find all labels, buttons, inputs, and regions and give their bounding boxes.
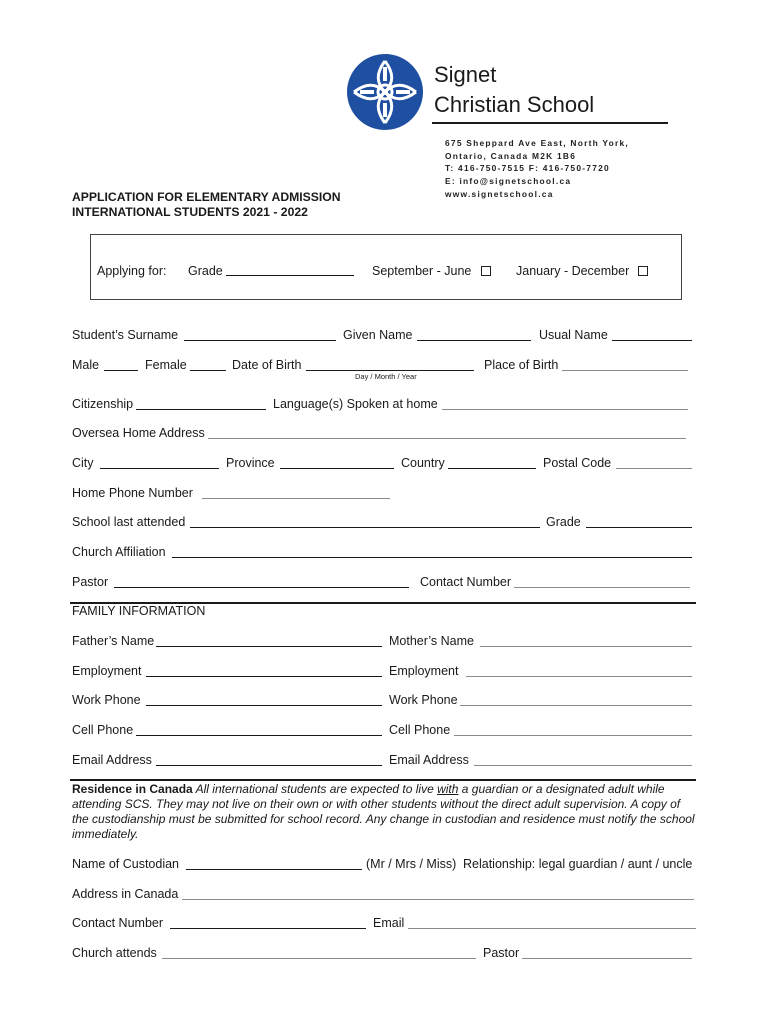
father-employment-label: Employment bbox=[72, 664, 142, 678]
phone-fax-line: T: 416-750-7515 F: 416-750-7720 bbox=[445, 163, 610, 173]
contact-number-label: Contact Number bbox=[420, 575, 512, 589]
applying-grade-label: Grade bbox=[188, 264, 223, 278]
custodian-title-options: (Mr / Mrs / Miss) bbox=[366, 857, 457, 871]
family-heading: FAMILY INFORMATION bbox=[72, 604, 206, 618]
surname-label: Student’s Surname bbox=[72, 328, 179, 342]
father-work-phone-label: Work Phone bbox=[72, 693, 141, 707]
custodian-pastor-field[interactable] bbox=[522, 958, 692, 959]
custodian-name-field[interactable] bbox=[186, 869, 362, 870]
dob-hint: Day / Month / Year bbox=[355, 372, 417, 381]
province-field[interactable] bbox=[280, 468, 394, 469]
given-name-field[interactable] bbox=[417, 340, 531, 341]
mother-name-label: Mother’s Name bbox=[389, 634, 474, 648]
mother-name-field[interactable] bbox=[480, 646, 692, 647]
website-line: www.signetschool.ca bbox=[445, 189, 554, 199]
school-last-attended-label: School last attended bbox=[72, 515, 186, 529]
september-june-checkbox[interactable] bbox=[481, 266, 491, 276]
citizenship-field[interactable] bbox=[136, 409, 266, 410]
citizenship-label: Citizenship bbox=[72, 397, 134, 411]
pastor-label: Pastor bbox=[72, 575, 109, 589]
given-name-label: Given Name bbox=[343, 328, 413, 342]
church-affiliation-label: Church Affiliation bbox=[72, 545, 166, 559]
home-phone-label: Home Phone Number bbox=[72, 486, 193, 500]
residence-section-rule bbox=[70, 779, 696, 781]
pob-field[interactable] bbox=[562, 370, 688, 371]
church-attends-label: Church attends bbox=[72, 946, 157, 960]
logo-underline bbox=[432, 122, 668, 124]
contact-number-field[interactable] bbox=[514, 587, 690, 588]
dob-field[interactable] bbox=[306, 370, 474, 371]
address-line-1: 675 Sheppard Ave East, North York, bbox=[445, 138, 629, 148]
residence-heading: Residence in Canada bbox=[72, 782, 193, 796]
mother-employment-field[interactable] bbox=[466, 676, 692, 677]
mother-cell-phone-label: Cell Phone bbox=[389, 723, 451, 737]
postal-code-field[interactable] bbox=[616, 468, 692, 469]
last-grade-field[interactable] bbox=[586, 527, 692, 528]
custodian-email-field[interactable] bbox=[408, 928, 696, 929]
mother-email-field[interactable] bbox=[474, 765, 692, 766]
form-title-line1: APPLICATION FOR ELEMENTARY ADMISSION bbox=[72, 190, 341, 204]
custodian-pastor-label: Pastor bbox=[483, 946, 520, 960]
applying-grade-field[interactable] bbox=[226, 275, 354, 276]
church-attends-field[interactable] bbox=[162, 958, 476, 959]
mother-employment-label: Employment bbox=[389, 664, 459, 678]
male-field[interactable] bbox=[104, 370, 138, 371]
surname-field[interactable] bbox=[184, 340, 336, 341]
applying-for-label: Applying for: bbox=[97, 264, 167, 278]
pob-label: Place of Birth bbox=[484, 358, 559, 372]
email-line: E: info@signetschool.ca bbox=[445, 176, 572, 186]
school-name-line1: Signet bbox=[434, 62, 497, 87]
church-affiliation-field[interactable] bbox=[172, 557, 692, 558]
pastor-field[interactable] bbox=[114, 587, 409, 588]
residence-paragraph bbox=[72, 782, 698, 842]
city-label: City bbox=[72, 456, 94, 470]
father-name-field[interactable] bbox=[156, 646, 382, 647]
september-june-label: September - June bbox=[372, 264, 472, 278]
father-name-label: Father’s Name bbox=[72, 634, 155, 648]
residence-text-b: a guardian or a designated adult while attending SCS. They may not live on their own or with other students without the direct adult supervision. A copy of the custodianship must be submitted for school record. Any change in custodian and residence must notify the school immediately. bbox=[72, 782, 695, 841]
cross-in-circle-logo-icon bbox=[346, 53, 424, 131]
home-phone-field[interactable] bbox=[202, 498, 390, 499]
oversea-address-field[interactable] bbox=[208, 438, 686, 439]
custodian-email-label: Email bbox=[373, 916, 405, 930]
usual-name-field[interactable] bbox=[612, 340, 692, 341]
january-december-label: January - December bbox=[516, 264, 630, 278]
city-field[interactable] bbox=[100, 468, 219, 469]
address-in-canada-field[interactable] bbox=[182, 899, 694, 900]
postal-code-label: Postal Code bbox=[543, 456, 612, 470]
custodian-name-label: Name of Custodian bbox=[72, 857, 180, 871]
school-last-attended-field[interactable] bbox=[190, 527, 540, 528]
residence-with: with bbox=[437, 782, 459, 796]
country-field[interactable] bbox=[448, 468, 536, 469]
female-field[interactable] bbox=[190, 370, 226, 371]
address-in-canada-label: Address in Canada bbox=[72, 887, 179, 901]
female-label: Female bbox=[145, 358, 187, 372]
languages-field[interactable] bbox=[442, 409, 688, 410]
usual-name-label: Usual Name bbox=[539, 328, 608, 342]
mother-cell-phone-field[interactable] bbox=[454, 735, 692, 736]
last-grade-label: Grade bbox=[546, 515, 581, 529]
dob-label: Date of Birth bbox=[232, 358, 302, 372]
father-cell-phone-field[interactable] bbox=[136, 735, 382, 736]
father-work-phone-field[interactable] bbox=[146, 705, 382, 706]
languages-label: Language(s) Spoken at home bbox=[273, 397, 438, 411]
school-name-line2: Christian School bbox=[434, 92, 595, 117]
province-label: Province bbox=[226, 456, 275, 470]
father-cell-phone-label: Cell Phone bbox=[72, 723, 134, 737]
father-email-label: Email Address bbox=[72, 753, 152, 767]
relationship-label: Relationship: legal guardian / aunt / uncle bbox=[463, 857, 693, 871]
form-title-line2: INTERNATIONAL STUDENTS 2021 - 2022 bbox=[72, 205, 308, 219]
father-email-field[interactable] bbox=[156, 765, 382, 766]
mother-email-label: Email Address bbox=[389, 753, 469, 767]
school-logo bbox=[346, 53, 424, 131]
custodian-contact-field[interactable] bbox=[170, 928, 366, 929]
father-employment-field[interactable] bbox=[146, 676, 382, 677]
oversea-address-label: Oversea Home Address bbox=[72, 426, 205, 440]
custodian-contact-label: Contact Number bbox=[72, 916, 164, 930]
january-december-checkbox[interactable] bbox=[638, 266, 648, 276]
country-label: Country bbox=[401, 456, 445, 470]
male-label: Male bbox=[72, 358, 100, 372]
address-line-2: Ontario, Canada M2K 1B6 bbox=[445, 151, 577, 161]
mother-work-phone-label: Work Phone bbox=[389, 693, 458, 707]
mother-work-phone-field[interactable] bbox=[460, 705, 692, 706]
residence-text-a: All international students are expected to live bbox=[195, 782, 438, 796]
